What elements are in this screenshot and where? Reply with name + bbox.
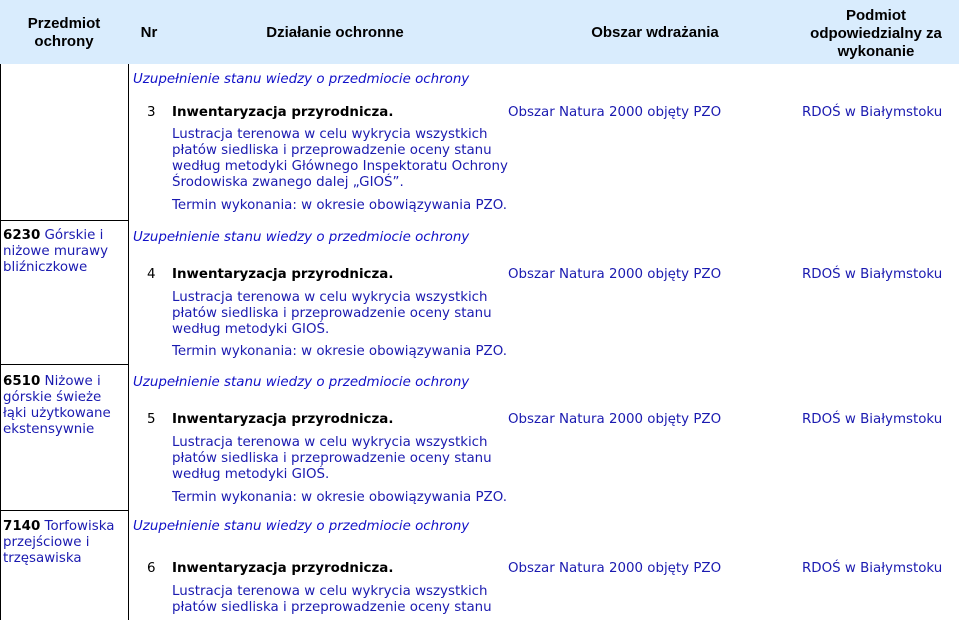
action-description: Lustracja terenowa w celu wykrycia wszystkich płatów siedliska i przeprowadzenie oceny stanu według metodyki GIOŚ. <box>172 435 492 482</box>
row-divider <box>0 510 129 511</box>
subheading: Uzupełnienie stanu wiedzy o przedmiocie ochrony <box>133 230 470 245</box>
protected-subject <box>3 228 125 276</box>
subheading: Uzupełnienie stanu wiedzy o przedmiocie ochrony <box>133 72 470 87</box>
grid-line-left <box>0 64 1 620</box>
header-area: Obszar wdrażania <box>591 24 719 41</box>
responsible-text: RDOŚ w Białymstoku <box>802 561 943 576</box>
header-subject: Przedmiot ochrony <box>27 15 101 50</box>
subheading: Uzupełnienie stanu wiedzy o przedmiocie ochrony <box>133 375 470 390</box>
habitat-code: 6510 <box>3 374 41 389</box>
protected-subject <box>3 374 125 438</box>
subheading: Uzupełnienie stanu wiedzy o przedmiocie ochrony <box>133 519 470 534</box>
action-number: 3 <box>147 105 156 120</box>
term-text: Termin wykonania: w okresie obowiązywania PZO. <box>172 344 507 359</box>
action-title: Inwentaryzacja przyrodnicza. <box>172 412 394 427</box>
term-text: Termin wykonania: w okresie obowiązywania PZO. <box>172 198 507 213</box>
action-description: Lustracja terenowa w celu wykrycia wszystkich płatów siedliska i przeprowadzenie oceny stanu według metodyki GIOŚ. <box>172 290 492 337</box>
area-text: Obszar Natura 2000 objęty PZO <box>508 105 722 120</box>
row-divider <box>0 364 129 365</box>
action-title: Inwentaryzacja przyrodnicza. <box>172 105 394 120</box>
action-description: Lustracja terenowa w celu wykrycia wszystkich płatów siedliska i przeprowadzenie oceny stanu <box>172 584 492 615</box>
term-text: Termin wykonania: w okresie obowiązywania PZO. <box>172 490 507 505</box>
responsible-text: RDOŚ w Białymstoku <box>802 267 943 282</box>
header-responsible: Podmiot odpowiedzialny za wykonanie <box>810 7 942 60</box>
protected-subject <box>3 519 125 567</box>
row-divider <box>0 220 129 221</box>
table-header <box>0 0 959 64</box>
area-text: Obszar Natura 2000 objęty PZO <box>508 561 722 576</box>
responsible-text: RDOŚ w Białymstoku <box>802 412 943 427</box>
habitat-code: 7140 <box>3 519 41 534</box>
habitat-name: Górskie i niżowe murawy bliźniczkowe <box>3 228 108 275</box>
area-text: Obszar Natura 2000 objęty PZO <box>508 267 722 282</box>
header-nr: Nr <box>140 24 158 41</box>
area-text: Obszar Natura 2000 objęty PZO <box>508 412 722 427</box>
habitat-code: 6230 <box>3 228 41 243</box>
action-description: Lustracja terenowa w celu wykrycia wszystkich płatów siedliska i przeprowadzenie oceny stanu według metodyki Głównego Inspektoratu Ochrony Środowiska zwanego dalej „GIOŚ”. <box>172 127 508 190</box>
habitat-name: Niżowe i górskie świeże łąki użytkowane ekstensywnie <box>3 374 111 437</box>
action-number: 4 <box>147 267 156 282</box>
responsible-text: RDOŚ w Białymstoku <box>802 105 943 120</box>
action-number: 5 <box>147 412 156 427</box>
habitat-name: Torfowiska przejściowe i trzęsawiska <box>3 519 115 566</box>
action-title: Inwentaryzacja przyrodnicza. <box>172 561 394 576</box>
header-action: Działanie ochronne <box>266 24 404 41</box>
grid-line-subject <box>128 64 129 620</box>
action-title: Inwentaryzacja przyrodnicza. <box>172 267 394 282</box>
action-number: 6 <box>147 561 156 576</box>
